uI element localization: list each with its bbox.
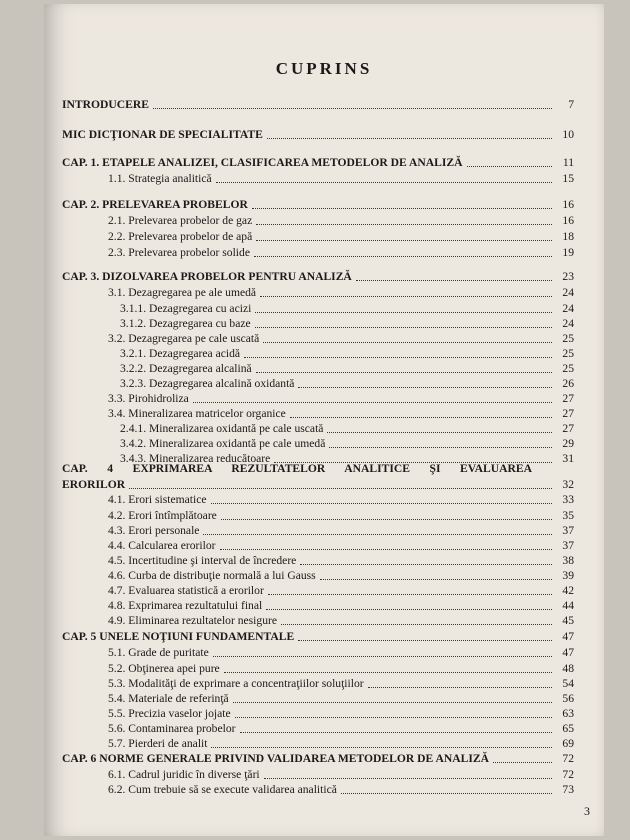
dot-leader bbox=[153, 107, 552, 109]
toc-entry-label: 5.2. Obţinerea apei pure bbox=[108, 662, 220, 675]
toc-page-number: 7 bbox=[568, 98, 574, 111]
dot-leader bbox=[263, 341, 552, 343]
toc-page-number: 29 bbox=[562, 437, 574, 450]
toc-page-number: 25 bbox=[562, 347, 574, 360]
dot-leader bbox=[329, 446, 552, 448]
toc-page-number: 72 bbox=[562, 768, 574, 781]
toc-page-number: 39 bbox=[562, 569, 574, 582]
toc-section-entry bbox=[62, 690, 574, 706]
book-page bbox=[44, 4, 604, 836]
dot-leader bbox=[129, 487, 552, 489]
table-of-contents bbox=[44, 4, 604, 836]
toc-section-entry bbox=[62, 582, 574, 598]
toc-chapter-entry bbox=[62, 96, 574, 112]
toc-page-number: 33 bbox=[562, 493, 574, 506]
toc-section-entry bbox=[62, 597, 574, 613]
toc-entry-label: 4.3. Erori personale bbox=[108, 524, 200, 537]
dot-leader bbox=[254, 255, 552, 257]
toc-page-number: 73 bbox=[562, 783, 574, 796]
dot-leader bbox=[216, 181, 552, 183]
toc-section-entry bbox=[62, 612, 574, 628]
toc-page-number: 31 bbox=[562, 452, 574, 465]
dot-leader bbox=[193, 401, 552, 403]
dot-leader bbox=[256, 223, 552, 225]
toc-page-number: 65 bbox=[562, 722, 574, 735]
dot-leader bbox=[255, 311, 552, 313]
toc-entry-label: CAP. 2. PRELEVAREA PROBELOR bbox=[62, 198, 248, 211]
dot-leader bbox=[266, 608, 552, 610]
dot-leader bbox=[356, 279, 552, 281]
toc-entry-label: CAP. 3. DIZOLVAREA PROBELOR PENTRU ANALIZĂ bbox=[62, 270, 352, 283]
toc-section-entry bbox=[62, 228, 574, 244]
toc-page-number: 35 bbox=[562, 509, 574, 522]
toc-entry-label: 3.2.2. Dezagregarea alcalină bbox=[120, 362, 252, 375]
toc-entry-label: 3.2.1. Dezagregarea acidă bbox=[120, 347, 241, 360]
dot-leader bbox=[211, 746, 552, 748]
toc-entry-label: 3.1. Dezagregarea pe ale umedă bbox=[108, 286, 257, 299]
dot-leader bbox=[268, 593, 552, 595]
toc-page-number: 27 bbox=[562, 392, 574, 405]
toc-page-number: 24 bbox=[562, 317, 574, 330]
toc-page-number: 56 bbox=[562, 692, 574, 705]
toc-section-entry bbox=[62, 720, 574, 736]
toc-section-entry bbox=[62, 375, 574, 391]
toc-section-entry bbox=[62, 491, 574, 507]
toc-page-number: 11 bbox=[562, 156, 574, 169]
toc-entry-label: 3.1.1. Dezagregarea cu acizi bbox=[120, 302, 252, 315]
toc-page-number: 45 bbox=[562, 614, 574, 627]
toc-entry-label: 3.4.3. Mineralizarea reducătoare bbox=[120, 452, 271, 465]
dot-leader bbox=[493, 761, 552, 763]
toc-page-number: 27 bbox=[562, 407, 574, 420]
toc-section-entry bbox=[62, 522, 574, 538]
toc-page-number: 25 bbox=[562, 332, 574, 345]
toc-section-entry bbox=[62, 315, 574, 331]
dot-leader bbox=[320, 578, 552, 580]
toc-entry-label: 3.1.2. Dezagregarea cu baze bbox=[120, 317, 251, 330]
toc-chapter-entry bbox=[62, 154, 574, 170]
dot-leader bbox=[224, 671, 552, 673]
toc-entry-label: 4.1. Erori sistematice bbox=[108, 493, 207, 506]
dot-leader bbox=[281, 623, 552, 625]
toc-page-number: 72 bbox=[562, 752, 574, 765]
toc-section-entry bbox=[62, 705, 574, 721]
toc-section-entry bbox=[62, 390, 574, 406]
toc-page-number: 32 bbox=[562, 478, 574, 491]
dot-leader bbox=[327, 431, 552, 433]
toc-section-entry bbox=[62, 660, 574, 676]
toc-page-number: 54 bbox=[562, 677, 574, 690]
dot-leader bbox=[264, 777, 552, 779]
toc-entry-label: MIC DICŢIONAR DE SPECIALITATE bbox=[62, 128, 263, 141]
toc-section-entry bbox=[62, 244, 574, 260]
toc-entry-label: 2.2. Prelevarea probelor de apă bbox=[108, 230, 253, 243]
toc-section-entry bbox=[62, 212, 574, 228]
dot-leader bbox=[267, 137, 552, 139]
dot-leader bbox=[368, 686, 552, 688]
toc-entry-label: 2.1. Prelevarea probelor de gaz bbox=[108, 214, 253, 227]
toc-entry-label: 4.6. Curba de distribuţie normală a lui Gauss bbox=[108, 569, 316, 582]
dot-leader bbox=[220, 548, 552, 550]
toc-page-number: 42 bbox=[562, 584, 574, 597]
toc-page-number: 37 bbox=[562, 524, 574, 537]
toc-entry-label: CAP. 5 UNELE NOŢIUNI FUNDAMENTALE bbox=[62, 630, 295, 643]
toc-page-number: 48 bbox=[562, 662, 574, 675]
dot-leader bbox=[221, 518, 552, 520]
toc-page-number: 16 bbox=[562, 198, 574, 211]
dot-leader bbox=[252, 207, 552, 209]
toc-entry-label: 4.9. Eliminarea rezultatelor nesigure bbox=[108, 614, 278, 627]
toc-page-number: 24 bbox=[562, 302, 574, 315]
dot-leader bbox=[213, 655, 552, 657]
dot-leader bbox=[298, 639, 552, 641]
toc-entry-label: 4.8. Exprimarea rezultatului final bbox=[108, 599, 263, 612]
toc-section-entry bbox=[62, 330, 574, 346]
toc-page-number: 19 bbox=[562, 246, 574, 259]
dot-leader bbox=[240, 731, 553, 733]
toc-page-number: 38 bbox=[562, 554, 574, 567]
toc-entry-label: 4.4. Calcularea erorilor bbox=[108, 539, 216, 552]
toc-entry-label: 5.5. Precizia vaselor jojate bbox=[108, 707, 231, 720]
toc-entry-label: 5.4. Materiale de referinţă bbox=[108, 692, 229, 705]
toc-page-number: 47 bbox=[562, 630, 574, 643]
toc-page-number: 44 bbox=[562, 599, 574, 612]
toc-page-number: 24 bbox=[562, 286, 574, 299]
toc-entry-label: INTRODUCERE bbox=[62, 98, 149, 111]
toc-section-entry bbox=[62, 300, 574, 316]
toc-page-number: 37 bbox=[562, 539, 574, 552]
dot-leader bbox=[256, 239, 552, 241]
toc-page-number: 25 bbox=[562, 362, 574, 375]
toc-section-entry bbox=[62, 766, 574, 782]
toc-page-number: 15 bbox=[562, 172, 574, 185]
toc-entry-label: 4.5. Incertitudine şi interval de încredere bbox=[108, 554, 297, 567]
toc-page-number: 47 bbox=[562, 646, 574, 659]
toc-chapter-entry bbox=[62, 126, 574, 142]
dot-leader bbox=[467, 165, 553, 167]
toc-section-entry bbox=[62, 284, 574, 300]
toc-entry-label: 3.3. Pirohidroliza bbox=[108, 392, 189, 405]
toc-section-entry bbox=[62, 644, 574, 660]
toc-chapter-heading: CAP. 4 EXPRIMAREA REZULTATELOR ANALITICE ŞI EVALUAREA bbox=[62, 462, 532, 475]
toc-entry-label: CAP. 1. ETAPELE ANALIZEI, CLASIFICAREA METODELOR DE ANALIZĂ bbox=[62, 156, 463, 169]
toc-entry-label: 1.1. Strategia analitică bbox=[108, 172, 212, 185]
dot-leader bbox=[244, 356, 552, 358]
toc-page-number: 10 bbox=[562, 128, 574, 141]
toc-section-entry bbox=[62, 507, 574, 523]
toc-entry-label: 5.6. Contaminarea probelor bbox=[108, 722, 236, 735]
toc-page-number: 26 bbox=[562, 377, 574, 390]
toc-section-entry bbox=[62, 552, 574, 568]
toc-section-entry bbox=[62, 345, 574, 361]
toc-section-entry bbox=[62, 675, 574, 691]
toc-page-number: 27 bbox=[562, 422, 574, 435]
toc-chapter-entry bbox=[62, 268, 574, 284]
toc-section-entry bbox=[62, 735, 574, 751]
toc-chapter-entry bbox=[62, 750, 574, 766]
toc-chapter-entry bbox=[62, 476, 574, 492]
toc-entry-label: 3.4. Mineralizarea matricelor organice bbox=[108, 407, 286, 420]
toc-entry-label: 2.4.1. Mineralizarea oxidantă pe cale uscată bbox=[120, 422, 324, 435]
toc-entry-label: CAP. 6 NORME GENERALE PRIVIND VALIDAREA METODELOR DE ANALIZĂ bbox=[62, 752, 489, 765]
toc-page-number: 16 bbox=[562, 214, 574, 227]
dot-leader bbox=[300, 563, 552, 565]
toc-entry-label: 6.1. Cadrul juridic în diverse ţări bbox=[108, 768, 260, 781]
toc-entry-label: 2.3. Prelevarea probelor solide bbox=[108, 246, 250, 259]
toc-section-entry bbox=[62, 360, 574, 376]
toc-entry-label: 4.7. Evaluarea statistică a erorilor bbox=[108, 584, 264, 597]
toc-section-entry bbox=[62, 781, 574, 797]
toc-entry-label: ERORILOR bbox=[62, 478, 126, 491]
dot-leader bbox=[298, 386, 552, 388]
toc-page-number: 18 bbox=[562, 230, 574, 243]
toc-section-entry bbox=[62, 567, 574, 583]
toc-page-number: 69 bbox=[562, 737, 574, 750]
toc-entry-label: 3.2. Dezagregarea pe cale uscată bbox=[108, 332, 260, 345]
page-title: CUPRINS bbox=[275, 59, 373, 78]
toc-entry-label: 5.3. Modalităţi de exprimare a concentraţiilor soluţiilor bbox=[108, 677, 364, 690]
dot-leader bbox=[203, 533, 552, 535]
toc-entry-label: 5.7. Pierderi de analit bbox=[108, 737, 208, 750]
toc-section-entry bbox=[62, 435, 574, 451]
dot-leader bbox=[290, 416, 552, 418]
toc-entry-label: 6.2. Cum trebuie să se execute validarea analitică bbox=[108, 783, 337, 796]
toc-entry-label: 5.1. Grade de puritate bbox=[108, 646, 209, 659]
dot-leader bbox=[256, 371, 552, 373]
toc-entry-label: 3.4.2. Mineralizarea oxidantă pe cale umedă bbox=[120, 437, 326, 450]
toc-chapter-entry bbox=[62, 196, 574, 212]
dot-leader bbox=[233, 701, 552, 703]
page-number: 3 bbox=[584, 804, 590, 818]
toc-entry-label: 3.2.3. Dezagregarea alcalină oxidantă bbox=[120, 377, 295, 390]
dot-leader bbox=[260, 295, 552, 297]
dot-leader bbox=[341, 792, 552, 794]
dot-leader bbox=[235, 716, 552, 718]
toc-section-entry bbox=[62, 405, 574, 421]
toc-page-number: 23 bbox=[562, 270, 574, 283]
dot-leader bbox=[255, 326, 552, 328]
dot-leader bbox=[211, 502, 552, 504]
toc-entry-label: 4.2. Erori întîmplătoare bbox=[108, 509, 217, 522]
toc-section-entry bbox=[62, 537, 574, 553]
toc-page-number: 63 bbox=[562, 707, 574, 720]
toc-chapter-entry bbox=[62, 628, 574, 644]
toc-section-entry bbox=[62, 420, 574, 436]
toc-section-entry bbox=[62, 170, 574, 186]
